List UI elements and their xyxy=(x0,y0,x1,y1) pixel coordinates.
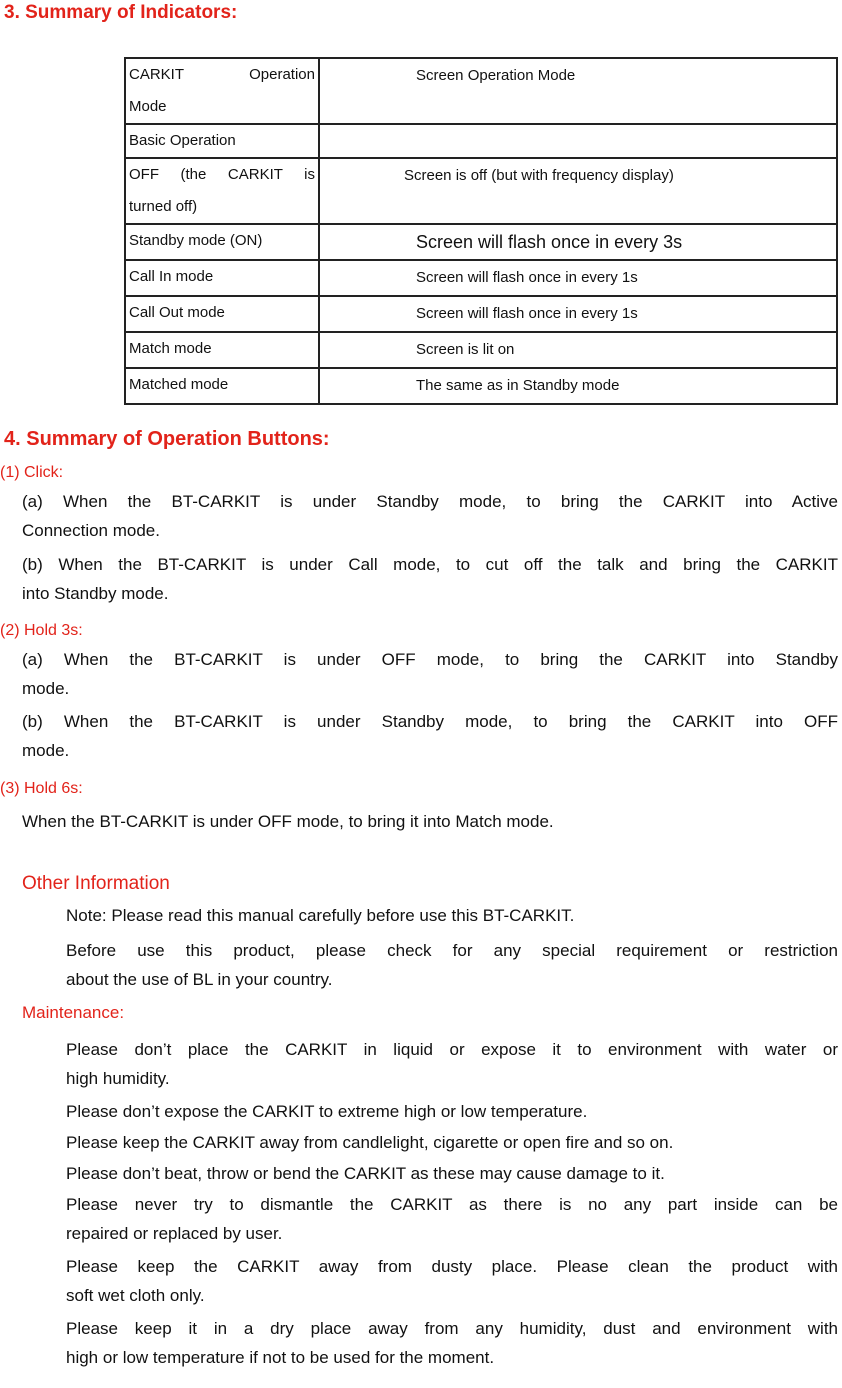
hold3-b-line2: mode. xyxy=(22,741,70,760)
click-b-paragraph xyxy=(22,550,838,608)
table-header-row xyxy=(125,58,837,124)
section-4-title: 4. Summary of Operation Buttons: xyxy=(4,428,330,450)
hold3-a-paragraph xyxy=(22,645,838,703)
maintenance-item-line1: Please never try to dismantle the CARKIT as there is no any part inside can be xyxy=(66,1195,838,1214)
list-item xyxy=(66,1190,838,1248)
row-screen: Screen is off (but with frequency display) xyxy=(319,158,837,224)
list-item xyxy=(66,1097,838,1126)
table-row xyxy=(125,224,837,260)
click-a-line2: Connection mode. xyxy=(22,521,160,540)
table-row xyxy=(125,332,837,368)
other-info-title: Other Information xyxy=(22,873,170,894)
row-mode: Standby mode (ON) xyxy=(125,224,319,260)
table-row xyxy=(125,158,837,224)
hold3-label: (2) Hold 3s: xyxy=(0,622,83,639)
table-row xyxy=(125,260,837,296)
row-screen: Screen is lit on xyxy=(319,332,837,368)
hold3-b-paragraph xyxy=(22,707,838,765)
header-operation-mode xyxy=(125,58,319,124)
row-mode: Call Out mode xyxy=(125,296,319,332)
hold3-a-line1: (a) When the BT-CARKIT is under OFF mode, to bring the CARKIT into Standby xyxy=(22,650,838,669)
list-item xyxy=(66,1252,838,1310)
other-before-line2: about the use of BL in your country. xyxy=(66,970,333,989)
maintenance-item-line1: Please don’t beat, throw or bend the CARKIT as these may cause damage to it. xyxy=(66,1164,665,1183)
row-mode xyxy=(125,158,319,224)
row-mode: Matched mode xyxy=(125,368,319,404)
row-screen: Screen will flash once in every 1s xyxy=(319,260,837,296)
list-item xyxy=(66,1035,838,1093)
row-screen xyxy=(319,124,837,158)
row-mode-line2: turned off) xyxy=(129,198,198,215)
header-col1-line1: CARKIT Operation xyxy=(129,66,315,83)
row-mode: Match mode xyxy=(125,332,319,368)
click-label: (1) Click: xyxy=(0,464,64,481)
maintenance-item-line2: repaired or replaced by user. xyxy=(66,1224,283,1243)
maintenance-item-line1: Please don’t expose the CARKIT to extreme high or low temperature. xyxy=(66,1102,588,1121)
section-3-title: 3. Summary of Indicators: xyxy=(4,2,238,23)
row-screen: Screen will flash once in every 3s xyxy=(319,224,837,260)
maintenance-item-line1: Please keep it in a dry place away from any humidity, dust and environment with xyxy=(66,1319,838,1338)
table-row xyxy=(125,368,837,404)
row-screen: The same as in Standby mode xyxy=(319,368,837,404)
other-before-paragraph xyxy=(66,936,838,994)
list-item xyxy=(66,1128,838,1157)
other-before-line1: Before use this product, please check for any special requirement or restriction xyxy=(66,941,838,960)
table-row xyxy=(125,296,837,332)
row-mode-line1: OFF (the CARKIT is xyxy=(129,166,315,183)
click-b-line2: into Standby mode. xyxy=(22,584,169,603)
maintenance-item-line2: high humidity. xyxy=(66,1069,170,1088)
maintenance-item-line1: Please keep the CARKIT away from dusty place. Please clean the product with xyxy=(66,1257,838,1276)
header-screen-mode: Screen Operation Mode xyxy=(319,58,837,124)
maintenance-item-line1: Please don’t place the CARKIT in liquid or expose it to environment with water or xyxy=(66,1040,838,1059)
hold6-label: (3) Hold 6s: xyxy=(0,780,83,797)
click-b-line1: (b) When the BT-CARKIT is under Call mode, to cut off the talk and bring the CARKIT xyxy=(22,555,838,574)
hold3-a-line2: mode. xyxy=(22,679,70,698)
indicators-table xyxy=(124,57,838,405)
other-note: Note: Please read this manual carefully before use this BT-CARKIT. xyxy=(66,906,575,925)
row-mode: Call In mode xyxy=(125,260,319,296)
list-item xyxy=(66,1314,838,1372)
maintenance-item-line1: Please keep the CARKIT away from candlelight, cigarette or open fire and so on. xyxy=(66,1133,674,1152)
click-a-paragraph xyxy=(22,487,838,545)
row-screen: Screen will flash once in every 1s xyxy=(319,296,837,332)
table-row xyxy=(125,124,837,158)
click-a-line1: (a) When the BT-CARKIT is under Standby mode, to bring the CARKIT into Active xyxy=(22,492,838,511)
maintenance-title: Maintenance: xyxy=(22,1003,125,1022)
hold3-b-line1: (b) When the BT-CARKIT is under Standby mode, to bring the CARKIT into OFF xyxy=(22,712,838,731)
maintenance-item-line2: soft wet cloth only. xyxy=(66,1286,205,1305)
maintenance-item-line2: high or low temperature if not to be used for the moment. xyxy=(66,1348,495,1367)
row-mode: Basic Operation xyxy=(125,124,319,158)
list-item xyxy=(66,1159,838,1188)
header-col1-line2: Mode xyxy=(129,98,167,115)
hold6-text: When the BT-CARKIT is under OFF mode, to bring it into Match mode. xyxy=(22,812,554,831)
